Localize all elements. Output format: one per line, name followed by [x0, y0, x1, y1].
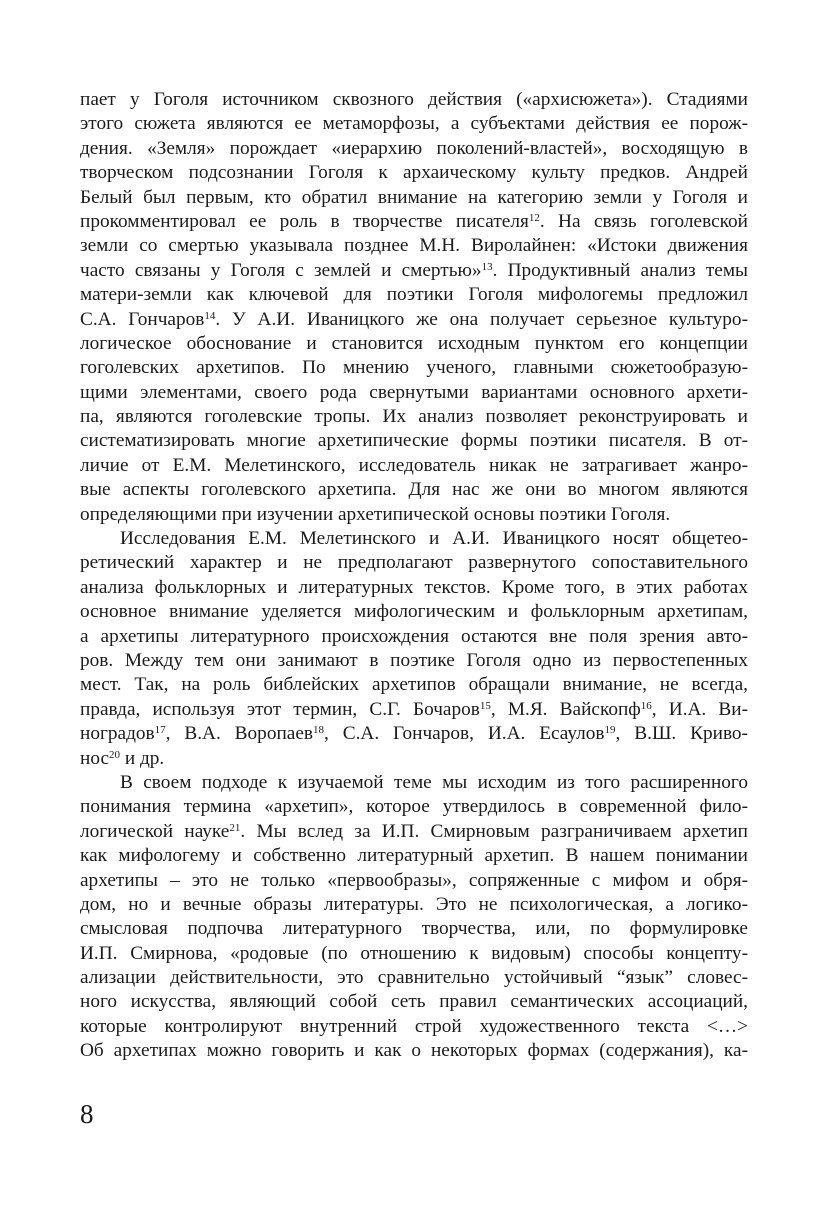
text-segment: И.П. Смирнова, «родовые (по отношению к видовым) способы концепту- — [80, 942, 748, 964]
text-segment: , В.Ш. Криво- — [615, 723, 748, 745]
text-segment: которые контролируют внутренний строй художественного текста <…> — [80, 1015, 748, 1037]
text-segment: В своем подходе к изучаемой теме мы исходим из того расширенного — [120, 771, 748, 793]
text-line — [80, 356, 748, 380]
text-line — [80, 795, 748, 819]
footnote-ref: 14 — [204, 309, 216, 322]
text-line — [80, 1015, 748, 1039]
text-segment: ноградов — [80, 723, 155, 745]
text-segment: а архетипы литературного происхождения остаются вне поля зрения авто- — [80, 625, 748, 647]
footnote-ref: 12 — [528, 211, 540, 224]
footnote-ref: 18 — [313, 724, 324, 737]
text-segment: дения. «Земля» порождает «иерархию поколений-властей», восходящую в — [80, 137, 748, 159]
text-segment: вые аспекты гоголевского архетипа. Для нас же они во многом являются — [80, 479, 748, 501]
text-segment: щими элементами, своего рода свернутыми вариантами основного архети- — [80, 381, 748, 403]
footnote-ref: 19 — [604, 724, 616, 737]
text-segment: часто связаны у Гоголя с землей и смертью» — [80, 259, 482, 281]
text-segment: ного искусства, являющий собой сеть правил семантических ассоциаций, — [80, 991, 748, 1013]
text-segment: личие от Е.М. Мелетинского, исследователь никак не затрагивает жанро- — [80, 454, 748, 476]
text-segment: па, являются гоголевские тропы. Их анализ позволяет реконструировать и — [80, 406, 748, 428]
text-line — [80, 478, 748, 502]
text-line — [80, 942, 748, 966]
footnote-ref: 13 — [481, 260, 493, 273]
text-segment: логическое обоснование и становится исходным пунктом его концепции — [80, 332, 748, 354]
text-line — [80, 503, 748, 527]
footnote-ref: 21 — [229, 821, 241, 834]
text-line — [80, 747, 748, 771]
text-line — [80, 820, 748, 844]
text-line — [80, 1039, 748, 1063]
text-segment: логической науке — [80, 820, 230, 842]
text-segment: анализа фольклорных и литературных текстов. Кроме того, в этих работах — [80, 576, 748, 598]
text-line — [80, 698, 748, 722]
text-line — [80, 869, 748, 893]
text-line — [80, 600, 748, 624]
body-text — [80, 88, 748, 1064]
text-line — [80, 576, 748, 600]
text-segment: . У А.И. Иваницкого же она получает серьезное культуро- — [215, 308, 748, 330]
text-segment: земли со смертью указывала позднее М.Н. Виролайнен: «Истоки движения — [80, 235, 748, 257]
text-segment: . Продуктивный анализ темы — [492, 259, 748, 281]
text-line — [80, 649, 748, 673]
text-segment: . На связь гоголевской — [539, 210, 748, 232]
text-line — [80, 673, 748, 697]
text-line — [80, 161, 748, 185]
text-segment: ретический характер и не предполагают развернутого сопоставительного — [80, 552, 748, 574]
text-segment: и др. — [120, 747, 165, 769]
text-segment: архетипы – это не только «первообразы», сопряженные с мифом и обря- — [80, 869, 748, 891]
text-line — [80, 844, 748, 868]
text-segment: правда, используя этот термин, С.Г. Бочаров — [80, 698, 480, 720]
text-line — [80, 966, 748, 990]
text-line — [80, 332, 748, 356]
text-segment: смысловая подпочва литературного творчества, или, по формулировке — [80, 918, 748, 940]
text-line — [80, 283, 748, 307]
text-line — [80, 308, 748, 332]
text-segment: систематизировать многие архетипические формы поэтики писателя. В от- — [80, 430, 748, 452]
text-line — [80, 551, 748, 575]
text-segment: пает у Гоголя источником сквозного действия («архисюжета»). Стадиями — [80, 89, 748, 110]
text-segment: дом, но и вечные образы литературы. Это не психологическая, а логико- — [80, 893, 748, 915]
text-line — [80, 112, 748, 136]
text-segment: ров. Между тем они занимают в поэтике Гоголя одно из первостепенных — [80, 649, 748, 671]
footnote-ref: 20 — [109, 748, 120, 761]
text-segment: . Мы вслед за И.П. Смирновым разграничиваем архетип — [240, 820, 748, 842]
text-segment: матери-земли как ключевой для поэтики Гоголя мифологемы предложил — [80, 284, 748, 306]
text-line — [80, 210, 748, 234]
text-line — [80, 625, 748, 649]
text-line — [80, 771, 748, 795]
text-segment: ализации действительности, это сравнительно устойчивый “язык” словес- — [80, 967, 748, 989]
text-line — [80, 381, 748, 405]
text-segment: Исследования Е.М. Мелетинского и А.И. Иваницкого носят общетео- — [120, 528, 748, 550]
text-segment: нос — [80, 747, 109, 769]
page-number: 8 — [80, 1099, 94, 1129]
footnote-ref: 17 — [154, 724, 166, 737]
text-segment: этого сюжета являются ее метаморфозы, а субъектами действия ее порож- — [80, 113, 748, 135]
text-line — [80, 722, 748, 746]
text-line — [80, 429, 748, 453]
text-line — [80, 405, 748, 429]
footnote-ref: 16 — [640, 699, 652, 712]
text-segment: , В.А. Воропаев — [165, 723, 313, 745]
text-line — [80, 259, 748, 283]
footnote-ref: 15 — [479, 699, 491, 712]
text-segment: прокомментировал ее роль в творчестве писателя — [80, 210, 529, 232]
text-segment: определяющими при изучении архетипической основы поэтики Гоголя. — [80, 503, 671, 525]
text-segment: как мифологему и собственно литературный архетип. В нашем понимании — [80, 845, 748, 867]
text-segment: , М.Я. Вайскопф — [490, 698, 641, 720]
text-line — [80, 186, 748, 210]
text-segment: С.А. Гончаров — [80, 308, 205, 330]
text-line — [80, 454, 748, 478]
text-segment: основное внимание уделяется мифологическим и фольклорным архетипам, — [80, 601, 748, 623]
text-segment: , И.А. Ви- — [651, 698, 748, 720]
text-segment: Об архетипах можно говорить и как о некоторых формах (содержания), ка- — [80, 1040, 748, 1062]
text-segment: , С.А. Гончаров, И.А. Есаулов — [324, 723, 605, 745]
text-line — [80, 234, 748, 258]
text-segment: понимания термина «архетип», которое утвердилось в современной фило- — [80, 796, 748, 818]
text-line — [80, 893, 748, 917]
text-segment: творческом подсознании Гоголя к архаическому культу предков. Андрей — [80, 162, 748, 184]
text-line — [80, 88, 748, 112]
text-segment: гоголевских архетипов. По мнению ученого, главными сюжетообразую- — [80, 357, 748, 379]
text-line — [80, 527, 748, 551]
text-line — [80, 990, 748, 1014]
text-line — [80, 137, 748, 161]
text-segment: мест. Так, на роль библейских архетипов обращали внимание, не всегда, — [80, 674, 748, 696]
text-line — [80, 917, 748, 941]
text-segment: Белый был первым, кто обратил внимание на категорию земли у Гоголя и — [80, 186, 748, 208]
